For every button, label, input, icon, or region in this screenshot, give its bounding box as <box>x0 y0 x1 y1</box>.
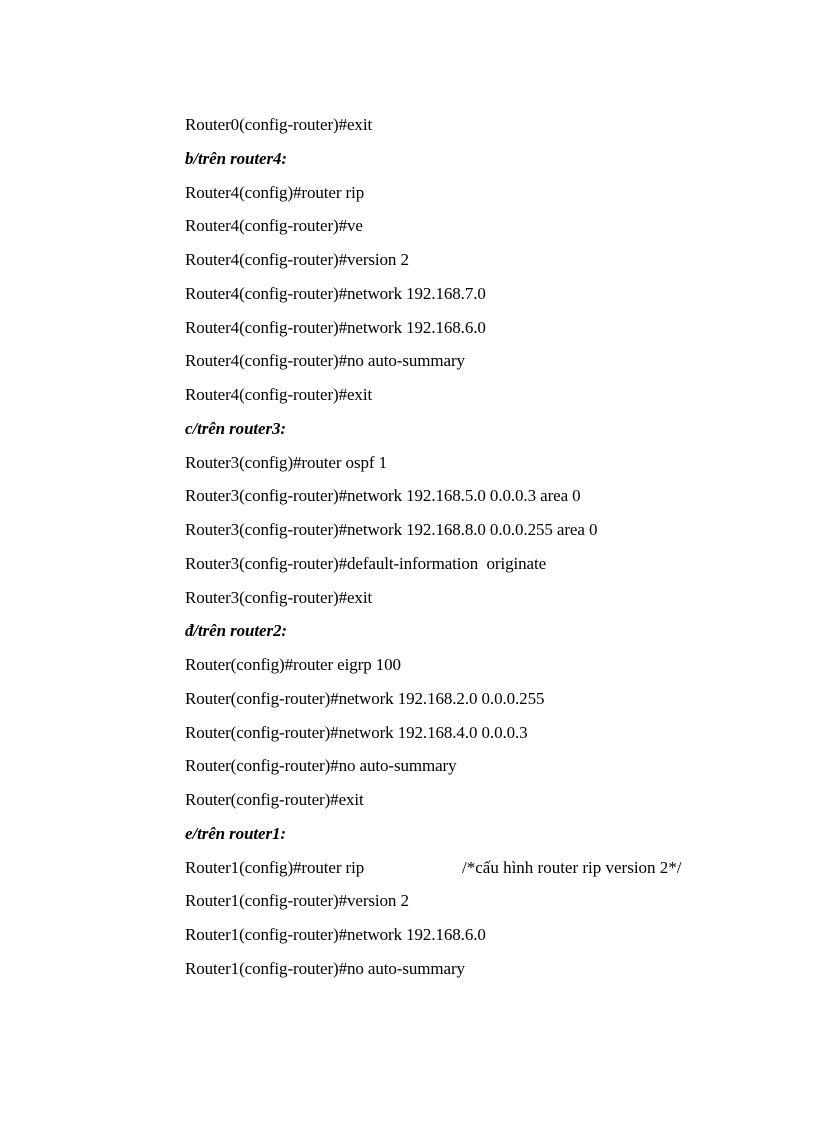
command-line: Router3(config-router)#network 192.168.8.0 0.0.0.255 area 0 <box>185 520 598 539</box>
command-line: Router4(config-router)#network 192.168.6.0 <box>185 318 486 337</box>
command-line: Router4(config-router)#network 192.168.7.0 <box>185 284 486 303</box>
command-line: Router3(config-router)#network 192.168.5.0 0.0.0.3 area 0 <box>185 486 581 505</box>
command-line: Router4(config-router)#no auto-summary <box>185 351 465 370</box>
command-line: Router1(config-router)#version 2 <box>185 891 409 910</box>
command-line: Router4(config)#router rip <box>185 183 365 202</box>
command-line: Router(config-router)#no auto-summary <box>185 756 457 775</box>
command-line: Router4(config-router)#exit <box>185 385 373 404</box>
command-line: Router4(config-router)#version 2 <box>185 250 409 269</box>
command-line: Router0(config-router)#exit <box>185 115 373 134</box>
command-line: Router(config-router)#exit <box>185 790 364 809</box>
command-line: Router1(config-router)#no auto-summary <box>185 959 465 978</box>
command-line: Router3(config-router)#default-information originate <box>185 554 547 573</box>
inline-comment: /*cấu hình router rip version 2*/ <box>462 858 682 877</box>
command-line: Router3(config-router)#exit <box>185 588 373 607</box>
section-heading: e/trên router1: <box>185 824 286 843</box>
section-heading: c/trên router3: <box>185 419 286 438</box>
command-line: Router3(config)#router ospf 1 <box>185 453 387 472</box>
section-heading: đ/trên router2: <box>185 621 287 640</box>
command-line: Router1(config)#router rip <box>185 858 365 877</box>
command-line: Router4(config-router)#ve <box>185 216 363 235</box>
command-line: Router(config-router)#network 192.168.4.0 0.0.0.3 <box>185 723 528 742</box>
command-line: Router(config)#router eigrp 100 <box>185 655 401 674</box>
section-heading: b/trên router4: <box>185 149 287 168</box>
command-line: Router(config-router)#network 192.168.2.0 0.0.0.255 <box>185 689 545 708</box>
command-line: Router1(config-router)#network 192.168.6.0 <box>185 925 486 944</box>
